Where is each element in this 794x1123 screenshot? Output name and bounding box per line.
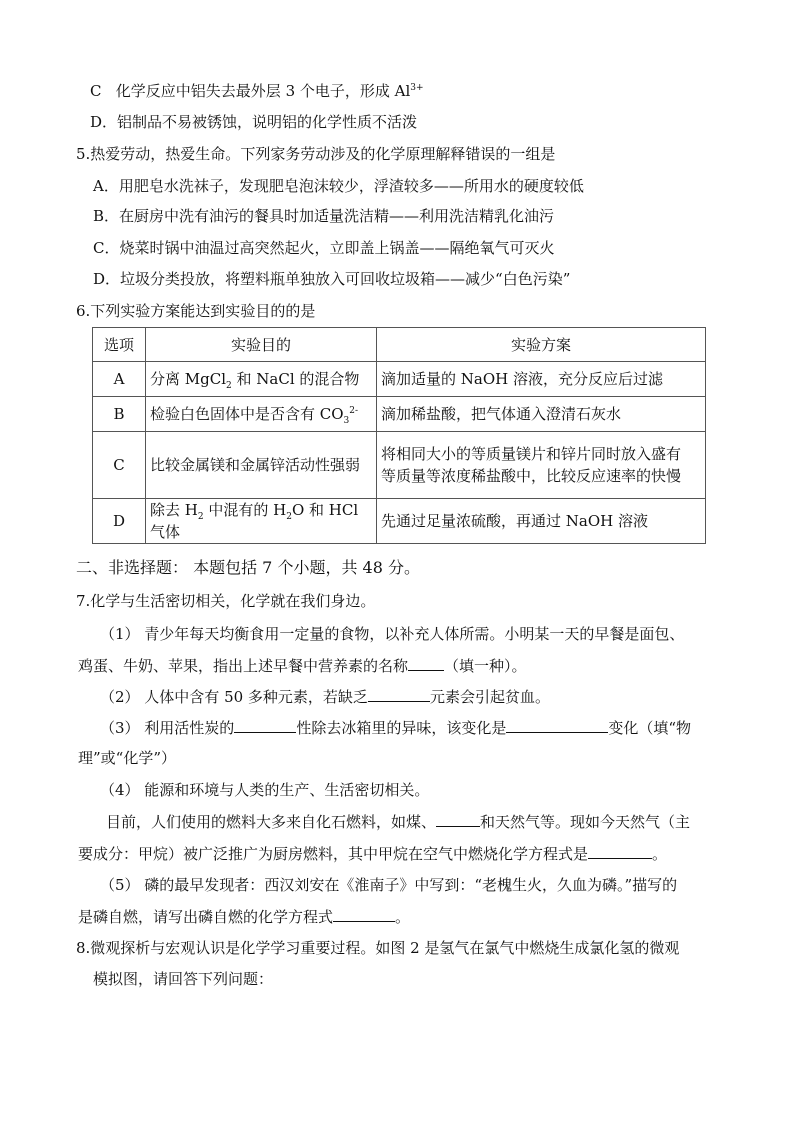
q6-row-d-option: D [93, 499, 146, 544]
q6-row-b-plan: 滴加稀盐酸，把气体通入澄清石灰水 [377, 397, 706, 432]
q5-stem: 5.热爱劳动，热爱生命。下列家务劳动涉及的化学原理解释错误的一组是 [76, 145, 556, 163]
q6-row-a-goal: 分离 MgCl$_2$ 和 NaCl 的混合物 [146, 362, 377, 397]
q6-row-a-plan: 滴加适量的 NaOH 溶液，充分反应后过滤 [377, 362, 706, 397]
q6-header-goal: 实验目的 [146, 328, 377, 362]
q7-part4-text: 目前，人们使用的燃料大多来自化石燃料，如煤、 和天然气等。现如今天然气（主 [106, 810, 690, 833]
q4-option-d: D．铝制品不易被锈蚀，说明铝的化学性质不活泼 [90, 113, 418, 131]
q7-part3-cont: 理”或“化学”） [78, 749, 177, 767]
q7-part2: （2） 人体中含有 50 多种元素，若缺乏 元素会引起贫血。 [100, 685, 550, 708]
section-2-title: 二、非选择题： 本题包括 7 个小题，共 48 分。 [76, 558, 420, 577]
q6-row-c-option: C [93, 432, 146, 499]
q6-row-d-goal: 除去 $H_2$ 中混有的 $H_2O$ 和 HCl 气体 [146, 499, 377, 544]
q7-blank-fuel[interactable] [436, 810, 480, 827]
q6-row-a-option: A [93, 362, 146, 397]
q6-row-c-plan: 将相同大小的等质量镁片和锌片同时放入盛有 等质量等浓度稀盐酸中，比较反应速率的快慢 [377, 432, 706, 499]
q6-row-b-goal: 检验白色固体中是否含有 $CO_3^{2-}$ [146, 397, 377, 432]
q6-table [92, 327, 706, 544]
q4-option-c [90, 80, 424, 102]
q7-blank-methane-equation[interactable] [588, 842, 652, 859]
q6-row-d-plan: 先通过足量浓硫酸，再通过 NaOH 溶液 [377, 499, 706, 544]
table-row [93, 397, 706, 432]
table-row [93, 499, 706, 544]
q4-option-c-label: C [90, 82, 102, 100]
q6-header-plan: 实验方案 [377, 328, 706, 362]
q7-part4-equation: 要成分：甲烷）被广泛推广为厨房燃料，其中甲烷在空气中燃烧化学方程式是 。 [78, 842, 667, 865]
q7-part5-cont: 是磷自燃，请写出磷自燃的化学方程式 。 [78, 905, 410, 928]
table-row [93, 362, 706, 397]
q8-stem-cont: 模拟图，请回答下列问题： [93, 970, 274, 988]
q7-blank-property[interactable] [234, 716, 296, 733]
q7-blank-nutrient[interactable] [408, 654, 444, 671]
q8-stem: 8.微观探析与宏观认识是化学学习重要过程。如图 2 是氢气在氯气中燃烧生成氯化氢的微观 [76, 939, 680, 957]
q6-table-header [93, 328, 706, 362]
q6-stem: 6.下列实验方案能达到实验目的的是 [76, 302, 316, 320]
q6-row-b-option: B [93, 397, 146, 432]
q7-blank-element[interactable] [368, 685, 430, 702]
q5-option-c: C．烧菜时锅中油温过高突然起火，立即盖上锅盖——隔绝氧气可灭火 [93, 239, 555, 257]
q7-blank-change[interactable] [506, 716, 608, 733]
q7-part3: （3） 利用活性炭的 性除去冰箱里的异味，该变化是 变化（填“物 [100, 716, 691, 739]
q7-part4: （4） 能源和环境与人类的生产、生活密切相关。 [100, 781, 430, 799]
q7-blank-phosphorus-equation[interactable] [333, 905, 395, 922]
q7-stem: 7.化学与生活密切相关，化学就在我们身边。 [76, 592, 376, 610]
q4-option-c-text: 化学反应中铝失去最外层 3 个电子，形成 Al [115, 82, 411, 100]
q5-option-b: B．在厨房中洗有油污的餐具时加适量洗洁精——利用洗洁精乳化油污 [93, 207, 555, 225]
q6-row-c-goal: 比较金属镁和金属锌活动性强弱 [146, 432, 377, 499]
q7-part1-cont: 鸡蛋、牛奶、苹果，指出上述早餐中营养素的名称 （填一种）。 [78, 654, 527, 677]
q5-option-d: D．垃圾分类投放，将塑料瓶单独放入可回收垃圾箱——减少“白色污染” [93, 270, 571, 288]
q7-part5: （5） 磷的最早发现者：西汉刘安在《淮南子》中写到：“老槐生火，久血为磷。”描写的 [100, 876, 678, 894]
q6-header-option: 选项 [93, 328, 146, 362]
table-row [93, 432, 706, 499]
q7-part1: （1） 青少年每天均衡食用一定量的食物，以补充人体所需。小明某一天的早餐是面包、 [100, 625, 685, 643]
q5-option-a: A．用肥皂水洗袜子，发现肥皂泡沫较少，浮渣较多——所用水的硬度较低 [93, 177, 584, 195]
q4-option-c-sup: 3+ [410, 83, 424, 93]
